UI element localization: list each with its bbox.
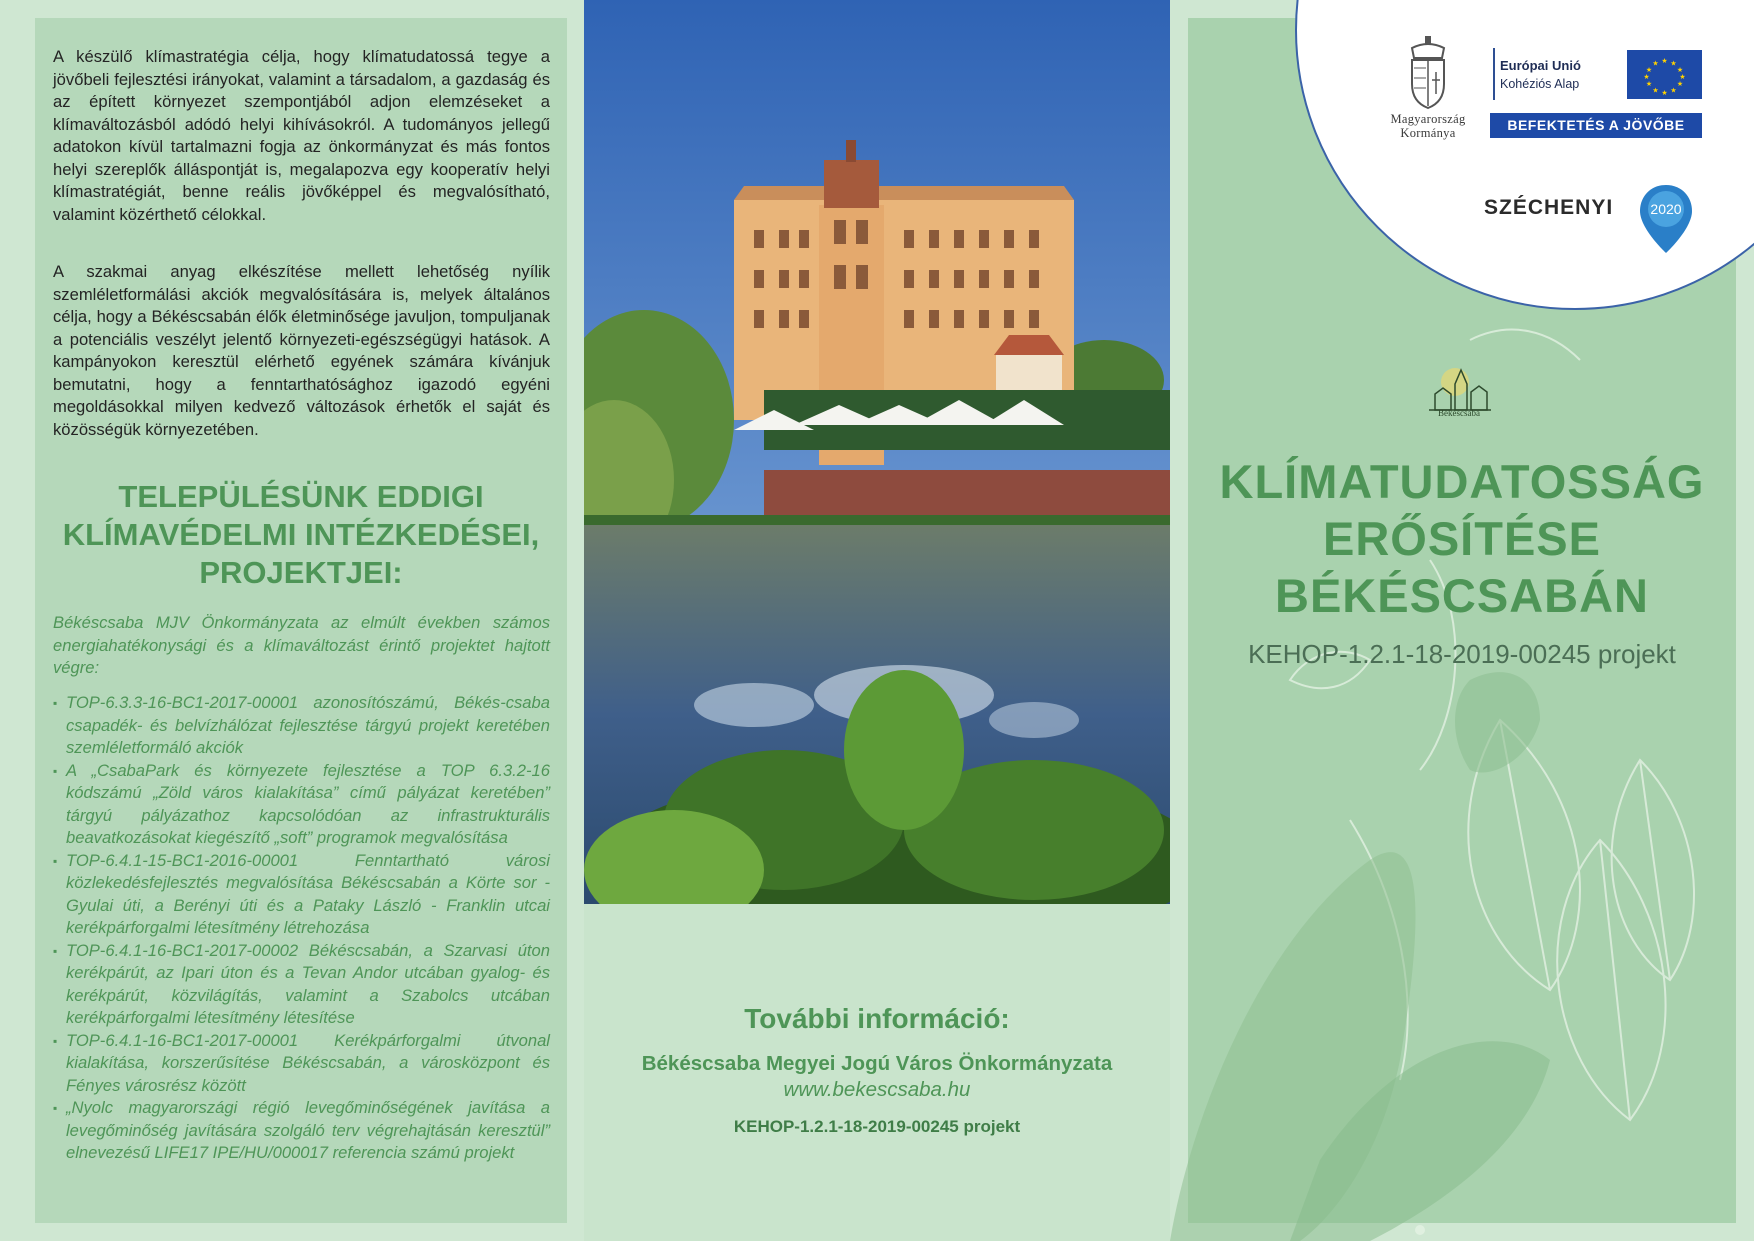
list-item: ▪ TOP-6.3.3-16-BC1-2017-00001 azonosítószámú, Békés-csaba csapadék- és belvízhálózat fejlesztése tárgyú projekt keretében szemléletformáló akciók [53, 692, 550, 760]
leaf-decoration [1170, 300, 1754, 1241]
svg-text:★: ★ [1670, 86, 1677, 95]
info-website-link[interactable]: www.bekescsaba.hu [783, 1078, 971, 1101]
project-code-subtitle: KEHOP-1.2.1-18-2019-00245 projekt [1248, 639, 1676, 669]
list-item: ▪ TOP-6.4.1-16-BC1-2017-00002 Békéscsabán, a Szarvasi úton kerékpárút, az Ipari úton és a Tevan Andor utcában gyalog- és kerékpárút, közvilágítás, valamint a Szabolcs utcában kerékpárforgalmi létesítmény létesítése [53, 940, 550, 1030]
government-name [1368, 112, 1488, 140]
svg-text:★: ★ [1670, 59, 1677, 68]
eu-divider [1493, 48, 1495, 100]
campaign-paragraph: A szakmai anyag elkészítése mellett lehetőség nyílik szemléletformálási akciók megvalósítására is, melyek általános célja, hogy a Békéscsabán élők életminősége javuljon, tompuljanak a potenciális veszélyt jelentő környezeti-egészségügyi hatások. A kampányokon keresztül elérhető egyének számára kívánjuk bemutatni, hogy a fenntarthatósághoz igazodó egyéni megoldásokkal milyen kedvező változások érhetők el saját és közösségük környezetében. [53, 262, 550, 439]
svg-text:★: ★ [1645, 66, 1653, 74]
city-photo [584, 0, 1170, 904]
svg-text:★: ★ [1679, 73, 1686, 81]
hungarian-crest-icon [1406, 36, 1450, 110]
list-item: ▪ TOP-6.4.1-15-BC1-2016-00001 Fenntartható városi közlekedésfejlesztés megvalósítása Békéscsabán a Körte sor - Gyulai úti, a Berényi úti és a Pataky László - Franklin utcai kerékpárforgalmi létesítmény létrehozása [53, 850, 550, 940]
svg-text:★: ★ [1652, 86, 1659, 95]
svg-text:★: ★ [1676, 66, 1684, 74]
szechenyi-label: SZÉCHENYI [1484, 196, 1614, 219]
info-project-code: KEHOP-1.2.1-18-2019-00245 projekt [733, 1117, 1021, 1136]
szechenyi-year: 2020 [1650, 201, 1682, 217]
svg-text:★: ★ [1643, 73, 1650, 81]
szechenyi-2020-pin-icon [1638, 183, 1694, 255]
invest-in-future-banner: BEFEKTETÉS A JÖVŐBE [1490, 113, 1702, 138]
strategy-paragraph: A készülő klímastratégia célja, hogy klímatudatossá tegye a jövőbeli fejlesztési irányokat, valamint a társadalom, a gazdaság és az épített környezet szempontjából adjon elemzéseket a klímaváltozásból adódó helyi kihívásokról. A tudományos jellegű adatokon kívül tartalmazni fogja az önkormányzat és más fontos helyi szereplők álláspontját is, megalapozva egy kooperatív helyi klímastratégiát, benne reális jövőképpel és megvalósítható, valamint közérthető célokkal. [53, 47, 550, 224]
svg-text:★: ★ [1661, 57, 1668, 65]
project-list [53, 692, 550, 1165]
measures-intro: Békéscsaba MJV Önkormányzata az elmúlt években számos energiahatékonysági és a klímaváltozást érintő projektet hajtott végre: [53, 613, 550, 677]
info-title: További információ: [744, 1003, 1010, 1034]
measures-heading: TELEPÜLÉSÜNK EDDIGI KLÍMAVÉDELMI INTÉZKEDÉSEI, PROJEKTJEI: [62, 479, 540, 590]
brochure-title [1188, 453, 1736, 624]
eu-fund-name: Kohéziós Alap [1500, 77, 1580, 91]
city-logo-text: Békéscsaba [1438, 408, 1480, 418]
svg-text:★: ★ [1652, 59, 1659, 68]
svg-text:★: ★ [1661, 89, 1668, 97]
government-name-line2: Kormánya [1400, 126, 1456, 140]
eu-title: Európai Unió [1500, 58, 1581, 73]
svg-text:★: ★ [1676, 80, 1684, 88]
list-item: ▪ TOP-6.4.1-16-BC1-2017-00001 Kerékpárforgalmi útvonal kialakítása, korszerűsítése Békéscsabán, a városközpont és Fényes városrész között [53, 1030, 550, 1098]
list-item: ▪ A „CsabaPark és környezete fejlesztése a TOP 6.3.2-16 kódszámú „Zöld város kialakítása” című pályázat keretében” tárgyú pályázathoz kapcsolódóan az infrastrukturális beavatkozásokat kiegészítő „soft” programok megvalósítása [53, 760, 550, 850]
eu-flag-icon [1627, 50, 1702, 99]
title-line: ERŐSÍTÉSE [1322, 512, 1601, 565]
svg-text:★: ★ [1645, 80, 1653, 88]
info-organization: Békéscsaba Megyei Jogú Város Önkormányzata [641, 1052, 1113, 1075]
government-name-line1: Magyarország [1390, 112, 1466, 126]
title-line: BÉKÉSCSABÁN [1275, 569, 1649, 622]
list-item: ▪ „Nyolc magyarországi régió levegőminőségének javítása a levegőminőség javítására szolgáló terv végrehajtásán keresztül” elnevezésű LIFE17 IPE/HU/000017 referencia számú projekt [53, 1097, 550, 1165]
title-line: KLÍMATUDATOSSÁG [1219, 455, 1705, 508]
